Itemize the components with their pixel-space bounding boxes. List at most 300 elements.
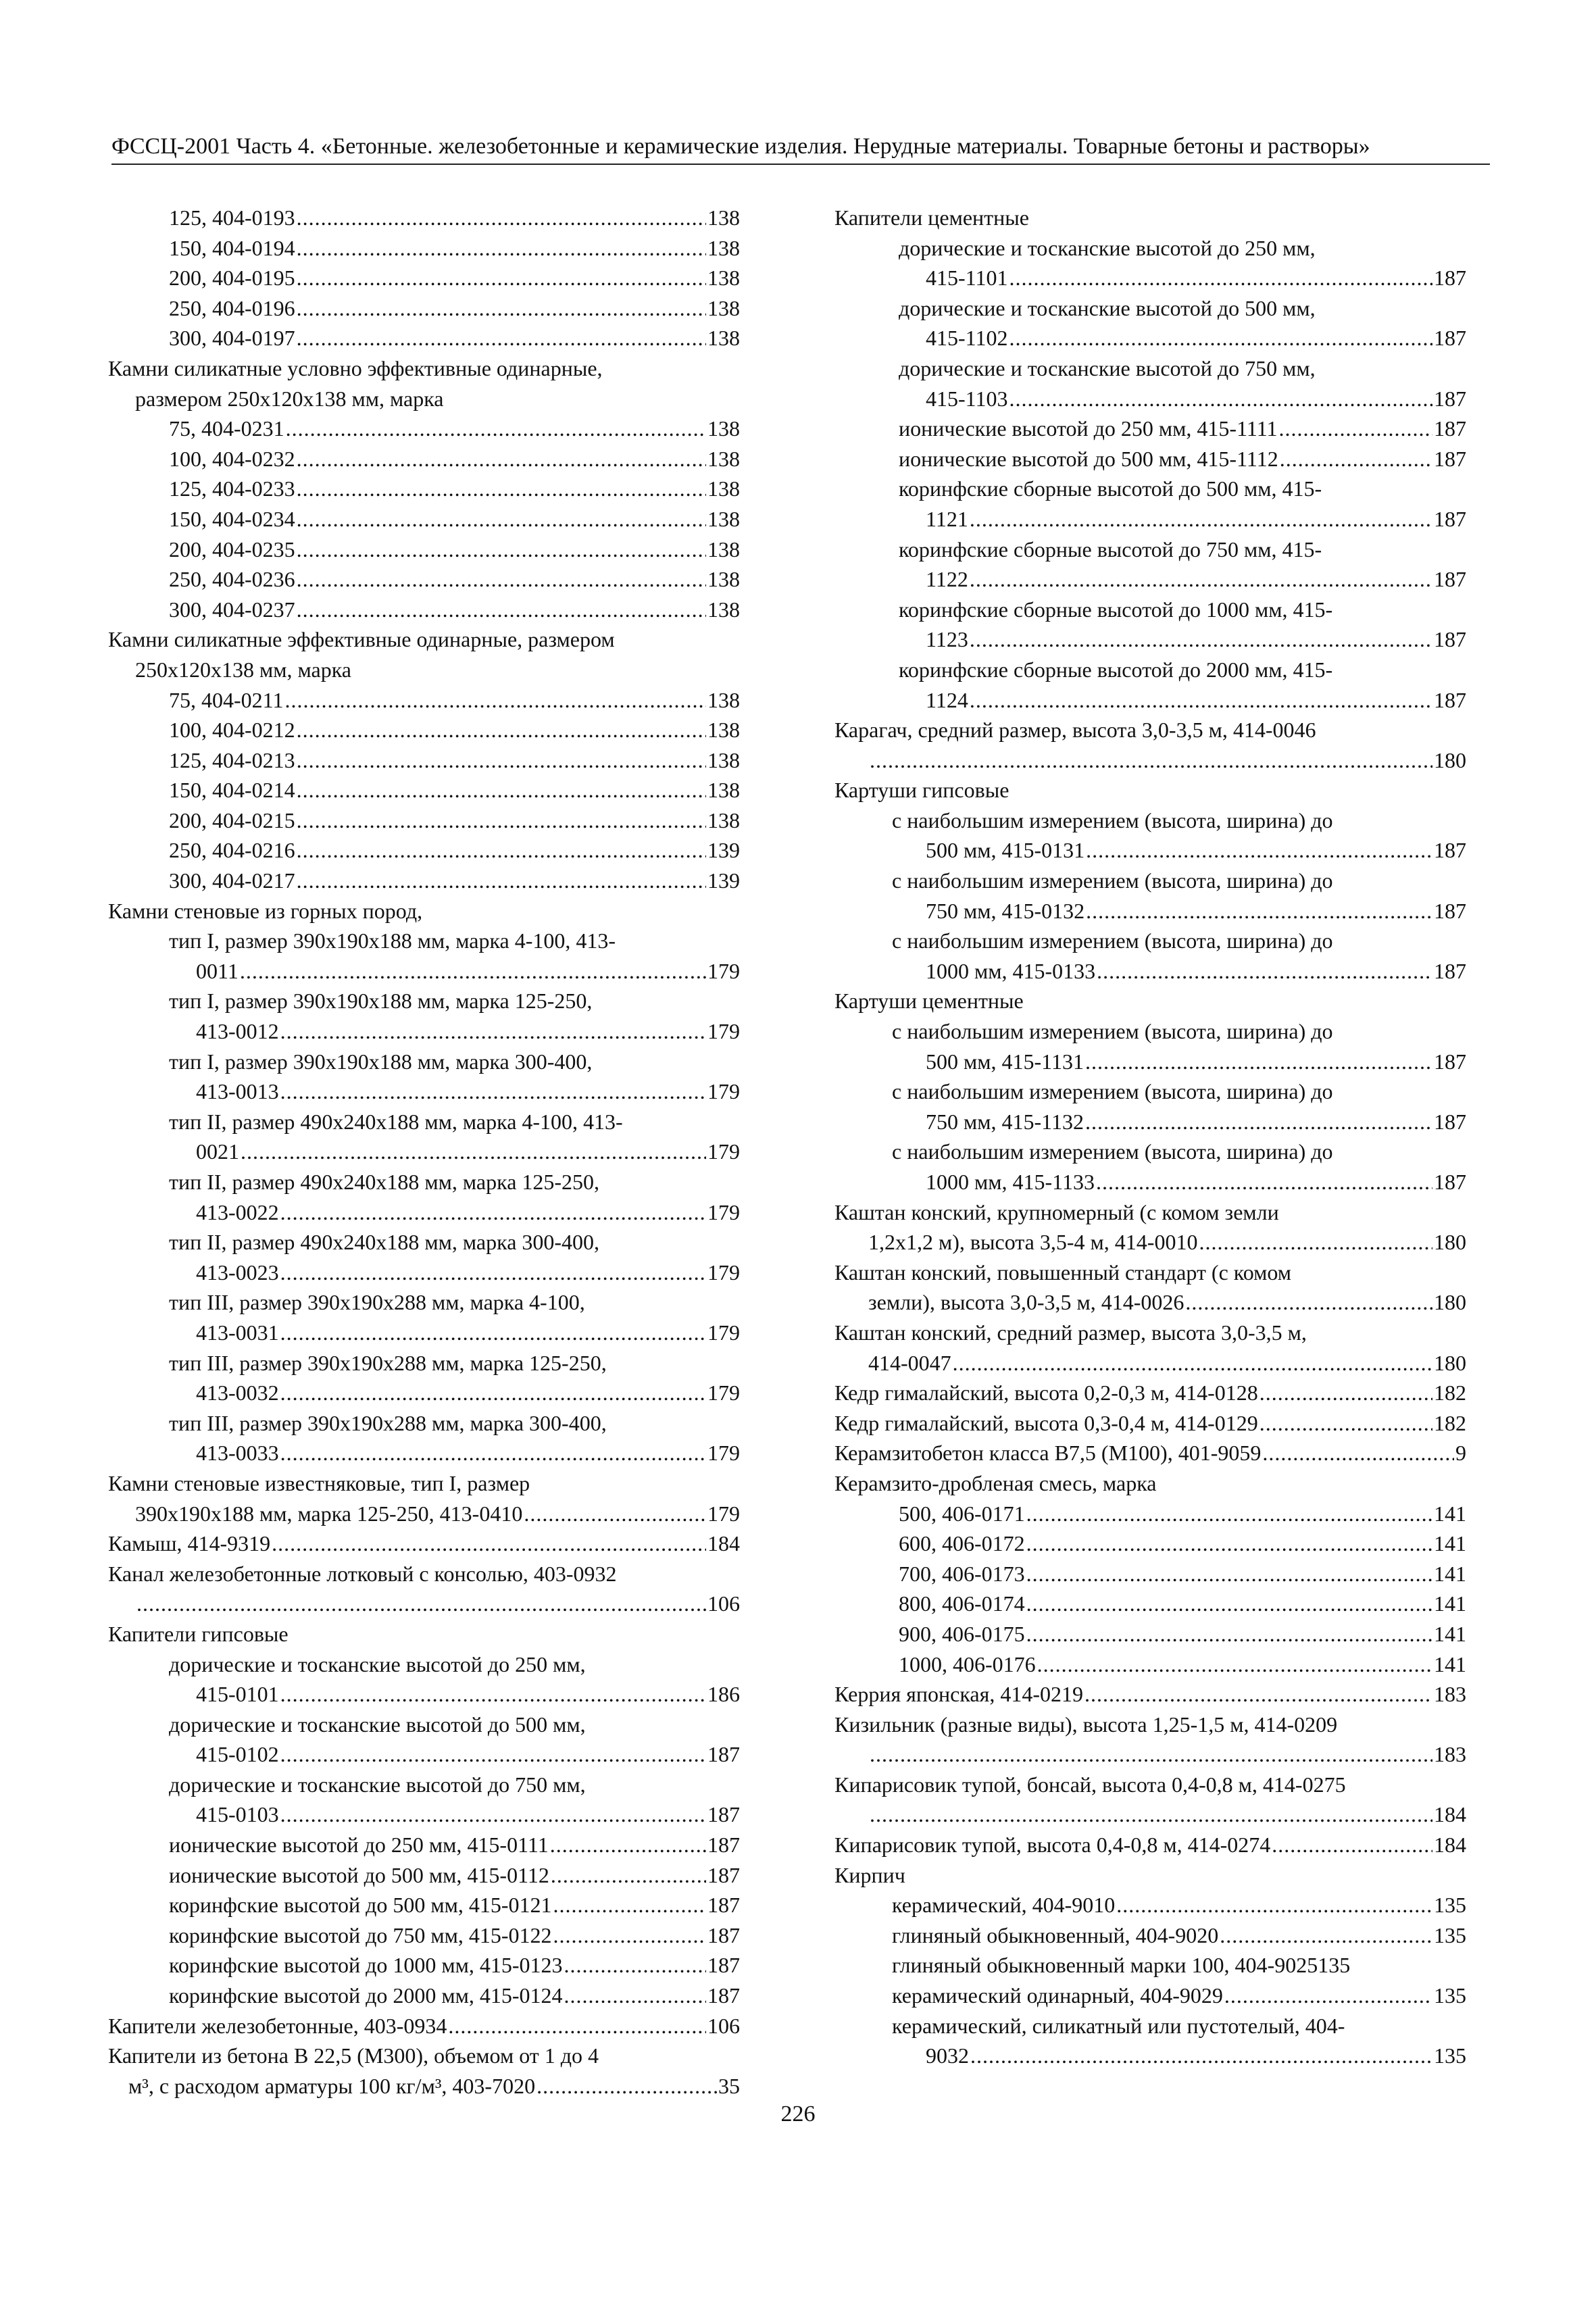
entry-text: 200, 404-0235 <box>169 537 295 562</box>
dot-leader <box>1260 1408 1432 1439</box>
index-entry <box>834 1679 1466 1710</box>
index-entry <box>834 1287 1466 1318</box>
index-entry <box>101 1318 740 1348</box>
page-ref: 187 <box>707 1922 740 1947</box>
dot-leader <box>280 1739 706 1770</box>
page-ref: 187 <box>707 1802 740 1827</box>
index-entry <box>101 866 740 896</box>
entry-text: 0021 <box>196 1139 239 1164</box>
entry-text: с наибольшим измерением (высота, ширина) до <box>892 868 1333 893</box>
index-entry <box>834 835 1466 866</box>
index-entry <box>101 414 740 444</box>
dot-leader <box>136 1589 706 1619</box>
page-ref: 138 <box>707 326 740 351</box>
entry-text: дорические и тосканские высотой до 750 мм, <box>169 1772 586 1797</box>
entry-text: 100, 404-0232 <box>169 446 295 471</box>
index-entry <box>101 1860 740 1891</box>
entry-text: керамический, силикатный или пустотелый, 404- <box>892 2013 1345 2038</box>
index-entry <box>101 1710 740 1740</box>
index-entry <box>834 1318 1466 1348</box>
index-entry <box>101 1438 740 1468</box>
entry-text: дорические и тосканские высотой до 750 мм, <box>899 355 1316 380</box>
page-ref: 139 <box>707 838 740 863</box>
index-entry <box>101 1258 740 1288</box>
index-entry <box>101 1739 740 1770</box>
entry-text: 750 мм, 415-0132 <box>926 898 1085 923</box>
page-ref: 141 <box>1434 1651 1466 1676</box>
index-entry <box>101 1799 740 1830</box>
entry-text: Камни силикатные условно эффективные одинарные, <box>108 355 603 380</box>
index-entry <box>834 1076 1466 1107</box>
page-ref: 184 <box>1434 1833 1466 1858</box>
index-entry <box>834 1739 1466 1770</box>
index-entry <box>101 1468 740 1499</box>
entry-text: дорические и тосканские высотой до 500 мм, <box>169 1712 586 1737</box>
page-ref: 106 <box>707 1591 740 1616</box>
page-ref: 179 <box>707 1199 740 1224</box>
dot-leader <box>297 233 706 264</box>
page-ref: 138 <box>707 567 740 592</box>
dot-leader <box>241 1137 706 1167</box>
entry-text: 413-0031 <box>196 1320 279 1345</box>
index-entry <box>834 1047 1466 1077</box>
index-entry <box>101 775 740 805</box>
dot-leader <box>1116 1890 1432 1920</box>
index-entry <box>101 203 740 233</box>
dot-leader <box>1086 835 1432 866</box>
page-ref: 187 <box>707 1862 740 1887</box>
dot-leader <box>970 504 1432 534</box>
entry-text: коринфские сборные высотой до 500 мм, 415- <box>899 476 1322 501</box>
page-ref: 179 <box>707 1441 740 1466</box>
dot-leader <box>1085 1047 1432 1077</box>
dot-leader <box>870 1739 1432 1770</box>
entry-text: 250х120х138 мм, марка <box>135 657 351 682</box>
index-entry <box>834 1649 1466 1680</box>
page-ref: 180 <box>1434 1230 1466 1255</box>
entry-text: керамический одинарный, 404-9029 <box>892 1983 1223 2008</box>
index-column-left <box>101 203 740 2101</box>
index-entry <box>834 474 1466 504</box>
index-entry <box>101 233 740 264</box>
entry-text: 415-0102 <box>196 1742 279 1767</box>
index-entry <box>101 1981 740 2011</box>
dot-leader <box>1009 323 1432 353</box>
dot-leader <box>1009 263 1432 293</box>
page-ref: 187 <box>707 1833 740 1858</box>
dot-leader <box>564 1981 707 2011</box>
entry-text: глиняный обыкновенный, 404-9020 <box>892 1922 1219 1947</box>
index-entry <box>834 1770 1466 1800</box>
entry-text: коринфские сборные высотой до 1000 мм, 415- <box>899 597 1333 622</box>
dot-leader <box>553 1920 707 1951</box>
page-ref: 141 <box>1434 1501 1466 1526</box>
dot-leader <box>297 323 706 353</box>
index-entry <box>834 1950 1466 1981</box>
dot-leader <box>1272 1830 1432 1860</box>
index-entry <box>101 263 740 293</box>
dot-leader <box>448 2011 706 2041</box>
page-ref: 187 <box>1434 567 1466 592</box>
entry-text: 415-0101 <box>196 1682 279 1707</box>
entry-text: 150, 404-0234 <box>169 506 295 531</box>
entry-text: 413-0012 <box>196 1019 279 1044</box>
entry-text: Картуши гипсовые <box>834 778 1009 803</box>
page-ref: 184 <box>707 1531 740 1556</box>
entry-text: Кипарисовик тупой, высота 0,4-0,8 м, 414-0274 <box>834 1833 1271 1858</box>
dot-leader <box>280 1197 706 1228</box>
dot-leader <box>870 745 1432 776</box>
index-entry <box>834 1981 1466 2011</box>
entry-text: 413-0022 <box>196 1199 279 1224</box>
dot-leader <box>1026 1559 1432 1589</box>
page-ref: 187 <box>707 1953 740 1978</box>
entry-text: 300, 404-0217 <box>169 868 295 893</box>
index-entry <box>834 1589 1466 1619</box>
index-entry <box>834 624 1466 655</box>
dot-leader <box>297 835 706 866</box>
entry-text: 500 мм, 415-0131 <box>926 838 1085 863</box>
entry-text: 1,2х1,2 м), высота 3,5-4 м, 414-0010 <box>868 1230 1198 1255</box>
index-entry <box>101 1890 740 1920</box>
index-entry <box>834 1258 1466 1288</box>
page-ref: 138 <box>707 807 740 832</box>
page-ref: 179 <box>707 1079 740 1104</box>
page-ref: 187 <box>1434 326 1466 351</box>
page-ref: 187 <box>1434 506 1466 531</box>
index-entry <box>834 595 1466 625</box>
entry-text: 1124 <box>926 687 968 712</box>
dot-leader <box>1026 1528 1432 1559</box>
dot-leader <box>551 1860 706 1891</box>
entry-text: ионические высотой до 250 мм, 415-1111 <box>899 416 1278 441</box>
entry-text: тип III, размер 390х190х288 мм, марка 300-400, <box>169 1410 607 1435</box>
page-header: ФССЦ-2001 Часть 4. «Бетонные. железобетонные и керамические изделия. Нерудные материалы. Товарные бетоны и растворы» <box>111 132 1490 165</box>
entry-text: Канал железобетонные лотковый с консолью, 403-0932 <box>108 1561 617 1586</box>
index-entry <box>834 1197 1466 1228</box>
page-number: 226 <box>780 2101 816 2126</box>
dot-leader <box>1185 1287 1432 1318</box>
entry-text: Кизильник (разные виды), высота 1,25-1,5 м, 414-0209 <box>834 1712 1338 1737</box>
entry-text: 414-0047 <box>868 1350 951 1375</box>
entry-text: 100, 404-0212 <box>169 718 295 743</box>
dot-leader <box>537 2071 717 2101</box>
index-entry <box>834 986 1466 1016</box>
index-entry <box>834 444 1466 474</box>
dot-leader <box>970 624 1432 655</box>
page-ref: 187 <box>1434 838 1466 863</box>
entry-text: Кедр гималайский, высота 0,2-0,3 м, 414-0128 <box>834 1380 1258 1405</box>
index-entry <box>101 986 740 1016</box>
entry-text: Кирпич <box>834 1862 905 1887</box>
index-entry <box>101 1227 740 1258</box>
page-ref: 187 <box>1434 416 1466 441</box>
dot-leader <box>550 1830 706 1860</box>
entry-text: коринфские сборные высотой до 750 мм, 415- <box>899 537 1322 562</box>
index-entry <box>101 504 740 534</box>
entry-text: тип I, размер 390х190х188 мм, марка 4-100, 413- <box>169 928 616 953</box>
entry-text: тип II, размер 490х240х188 мм, марка 4-100, 413- <box>169 1109 623 1134</box>
index-entry <box>834 1559 1466 1589</box>
page-ref: 187 <box>707 1983 740 2008</box>
page-ref: 179 <box>707 1380 740 1405</box>
page-ref: 180 <box>1434 1290 1466 1315</box>
entry-text: с наибольшим измерением (высота, ширина) до <box>892 928 1333 953</box>
index-entry <box>101 1047 740 1077</box>
index-entry <box>101 444 740 474</box>
index-entry <box>101 805 740 836</box>
index-entry <box>101 1770 740 1800</box>
entry-text: Кипарисовик тупой, бонсай, высота 0,4-0,8 м, 414-0275 <box>834 1772 1346 1797</box>
dot-leader <box>297 534 706 565</box>
page-ref: 138 <box>707 597 740 622</box>
dot-leader <box>1280 444 1432 474</box>
entry-text: ионические высотой до 250 мм, 415-0111 <box>169 1833 549 1858</box>
index-entry <box>834 293 1466 324</box>
index-entry <box>834 2011 1466 2041</box>
index-entry <box>101 353 740 384</box>
index-entry <box>101 2041 740 2071</box>
page-ref: 187 <box>1434 958 1466 983</box>
index-entry <box>101 926 740 956</box>
index-entry <box>834 685 1466 716</box>
index-entry <box>101 1197 740 1228</box>
index-entry <box>101 595 740 625</box>
index-entry <box>834 323 1466 353</box>
page-ref: 138 <box>707 747 740 772</box>
dot-leader <box>1220 1920 1432 1951</box>
entry-text: 150, 404-0214 <box>169 778 295 803</box>
entry-text: глиняный обыкновенный марки 100, 404-9025135 <box>892 1953 1351 1978</box>
index-entry <box>834 1528 1466 1559</box>
entry-text: Каштан конский, повышенный стандарт (с комом <box>834 1260 1291 1285</box>
index-entry <box>834 1799 1466 1830</box>
entry-text: 200, 404-0215 <box>169 807 295 832</box>
index-entry <box>834 1378 1466 1408</box>
page-ref: 141 <box>1434 1531 1466 1556</box>
entry-text: Каштан конский, средний размер, высота 3,0-3,5 м, <box>834 1320 1307 1345</box>
dot-leader <box>1086 896 1432 926</box>
page-ref: 179 <box>707 1019 740 1044</box>
index-entry <box>834 564 1466 595</box>
page-ref: 183 <box>1434 1682 1466 1707</box>
entry-text: Капители железобетонные, 403-0934 <box>108 2013 447 2038</box>
index-entry <box>101 474 740 504</box>
index-entry <box>834 1348 1466 1378</box>
index-entry <box>834 384 1466 414</box>
index-entry <box>834 2041 1466 2071</box>
page-ref: 138 <box>707 537 740 562</box>
dot-leader <box>553 1890 707 1920</box>
page-ref: 187 <box>1434 1109 1466 1134</box>
index-entry <box>834 1920 1466 1951</box>
index-entry <box>101 896 740 926</box>
entry-text: 1000, 406-0176 <box>899 1651 1036 1676</box>
entry-text: ионические высотой до 500 мм, 415-1112 <box>899 446 1278 471</box>
entry-text: Керамзито-дробленая смесь, марка <box>834 1470 1157 1495</box>
index-entry <box>101 835 740 866</box>
entry-text: 500 мм, 415-1131 <box>926 1049 1084 1074</box>
dot-leader <box>1085 1107 1432 1137</box>
index-entry <box>101 956 740 987</box>
entry-text: 900, 406-0175 <box>899 1621 1025 1646</box>
page-ref: 187 <box>1434 1049 1466 1074</box>
entry-text: 413-0013 <box>196 1079 279 1104</box>
page-ref: 187 <box>1434 1170 1466 1194</box>
dot-leader <box>280 1076 706 1107</box>
page-ref: 180 <box>1434 1350 1466 1375</box>
page-ref: 138 <box>707 778 740 803</box>
page-ref: 182 <box>1434 1410 1466 1435</box>
entry-text: с наибольшим измерением (высота, ширина) до <box>892 1139 1333 1164</box>
entry-text: 250, 404-0216 <box>169 838 295 863</box>
entry-text: 1122 <box>926 567 968 592</box>
index-entry <box>834 233 1466 264</box>
index-entry <box>101 1528 740 1559</box>
dot-leader <box>970 685 1432 716</box>
index-entry <box>834 1710 1466 1740</box>
index-entry <box>834 353 1466 384</box>
page-ref: 180 <box>1434 747 1466 772</box>
index-entry <box>834 1499 1466 1529</box>
dot-leader <box>297 595 706 625</box>
entry-text: 250, 404-0196 <box>169 295 295 320</box>
page-ref: 141 <box>1434 1621 1466 1646</box>
index-entry <box>834 775 1466 805</box>
page-ref: 138 <box>707 718 740 743</box>
index-entry <box>834 1016 1466 1047</box>
page-ref: 138 <box>707 506 740 531</box>
page-ref: 186 <box>707 1682 740 1707</box>
dot-leader <box>297 805 706 836</box>
index-entry <box>834 1167 1466 1197</box>
entry-text: дорические и тосканские высотой до 250 мм, <box>169 1651 586 1676</box>
page-ref: 139 <box>707 868 740 893</box>
index-entry <box>834 414 1466 444</box>
index-entry <box>101 534 740 565</box>
page-ref: 187 <box>1434 266 1466 291</box>
page-ref: 187 <box>1434 627 1466 652</box>
entry-text: 1000 мм, 415-1133 <box>926 1170 1095 1194</box>
page-ref: 187 <box>707 1742 740 1767</box>
page-ref: 138 <box>707 235 740 260</box>
index-entry <box>101 1649 740 1680</box>
page-ref: 135 <box>1434 1893 1466 1918</box>
page-ref: 138 <box>707 446 740 471</box>
dot-leader <box>870 1799 1432 1830</box>
entry-text: Керамзитобетон класса В7,5 (М100), 401-9059 <box>834 1441 1262 1466</box>
page-ref: 179 <box>707 958 740 983</box>
entry-text: земли), высота 3,0-3,5 м, 414-0026 <box>868 1290 1184 1315</box>
index-entry <box>101 1920 740 1951</box>
index-entry <box>834 745 1466 776</box>
index-entry <box>834 1137 1466 1167</box>
index-column-right <box>834 203 1466 2071</box>
page-ref: 179 <box>707 1320 740 1345</box>
index-entry <box>101 1589 740 1619</box>
entry-text: коринфские высотой до 750 мм, 415-0122 <box>169 1922 552 1947</box>
dot-leader <box>1279 414 1433 444</box>
index-entry <box>834 203 1466 233</box>
index-entry <box>101 1830 740 1860</box>
dot-leader <box>240 956 706 987</box>
entry-text: 413-0032 <box>196 1380 279 1405</box>
index-entry <box>101 564 740 595</box>
index-entry <box>834 1860 1466 1891</box>
dot-leader <box>1037 1649 1432 1680</box>
index-entry <box>101 1559 740 1589</box>
dot-leader <box>297 564 706 595</box>
page-ref: 138 <box>707 205 740 230</box>
entry-text: коринфские высотой до 2000 мм, 415-0124 <box>169 1983 563 2008</box>
dot-leader <box>1026 1589 1432 1619</box>
entry-text: 9032 <box>926 2043 969 2068</box>
entry-text: Картуши цементные <box>834 989 1024 1014</box>
page-ref: 138 <box>707 476 740 501</box>
entry-text: 300, 404-0237 <box>169 597 295 622</box>
index-entry <box>834 1468 1466 1499</box>
page-ref: 187 <box>707 1893 740 1918</box>
page-ref: 35 <box>718 2073 740 2098</box>
entry-text: 1123 <box>926 627 968 652</box>
dot-leader <box>524 1499 706 1529</box>
dot-leader <box>970 2041 1432 2071</box>
dot-leader <box>297 203 706 233</box>
dot-leader <box>1097 956 1432 987</box>
dot-leader <box>280 1378 706 1408</box>
index-entry <box>101 323 740 353</box>
page-ref: 141 <box>1434 1561 1466 1586</box>
entry-text: размером 250х120х138 мм, марка <box>135 386 444 411</box>
dot-leader <box>1009 384 1432 414</box>
index-entry <box>101 1287 740 1318</box>
index-entry <box>101 384 740 414</box>
index-entry <box>101 1107 740 1137</box>
index-entry <box>101 1348 740 1378</box>
dot-leader <box>1224 1981 1432 2011</box>
entry-text: 415-0103 <box>196 1802 279 1827</box>
page-ref: 187 <box>1434 446 1466 471</box>
entry-text: 415-1101 <box>926 266 1008 291</box>
index-entry <box>834 534 1466 565</box>
entry-text: 413-0023 <box>196 1260 279 1285</box>
index-entry <box>834 655 1466 685</box>
entry-text: 0011 <box>196 958 239 983</box>
entry-text: керамический, 404-9010 <box>892 1893 1116 1918</box>
dot-leader <box>564 1950 707 1981</box>
index-entry <box>101 1076 740 1107</box>
dot-leader <box>1084 1679 1432 1710</box>
dot-leader <box>297 504 706 534</box>
dot-leader <box>286 414 706 444</box>
page-ref: 138 <box>707 295 740 320</box>
entry-text: Камни силикатные эффективные одинарные, размером <box>108 627 615 652</box>
dot-leader <box>272 1528 706 1559</box>
index-entry <box>101 715 740 745</box>
index-entry <box>101 685 740 716</box>
dot-leader <box>297 775 706 805</box>
page-ref: 179 <box>707 1501 740 1526</box>
dot-leader <box>280 1318 706 1348</box>
entry-text: 1000 мм, 415-0133 <box>926 958 1096 983</box>
index-entry <box>834 1107 1466 1137</box>
dot-leader <box>284 685 706 716</box>
entry-text: тип I, размер 390х190х188 мм, марка 125-250, <box>169 989 593 1014</box>
index-entry <box>101 293 740 324</box>
entry-text: Капители гипсовые <box>108 1621 289 1646</box>
index-entry <box>101 1167 740 1197</box>
index-entry <box>834 715 1466 745</box>
